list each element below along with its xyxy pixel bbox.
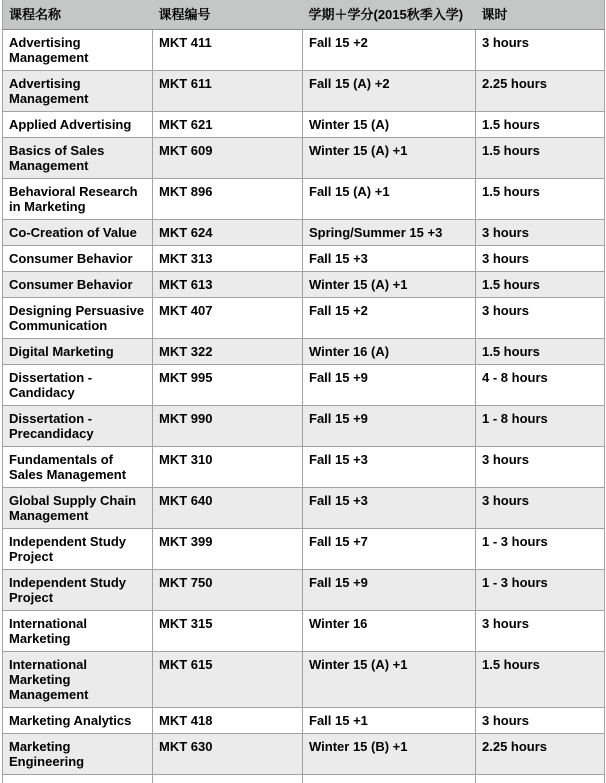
cell-hours: 1.5 hours [476, 652, 605, 708]
cell-term: Spring/Summer 15 +3 [303, 220, 476, 246]
cell-number: MKT 322 [153, 339, 303, 365]
cell-name [3, 775, 153, 783]
cell-term: Winter 15 (A) +1 [303, 272, 476, 298]
cell-term: Fall 15 +3 [303, 447, 476, 488]
cell-number: MKT 621 [153, 112, 303, 138]
partial-next-row-body [3, 775, 605, 783]
cell-name: Marketing Analytics [3, 708, 153, 734]
cell-hours: 1.5 hours [476, 339, 605, 365]
cell-term: Fall 15 (A) +1 [303, 179, 476, 220]
table-row [3, 179, 605, 220]
cell-hours: 3 hours [476, 488, 605, 529]
cell-term [303, 775, 476, 783]
cell-name: Designing Persuasive Communication [3, 298, 153, 339]
cell-number: MKT 611 [153, 71, 303, 112]
cell-term: Fall 15 +9 [303, 365, 476, 406]
column-header-hours: 课时 [476, 0, 605, 30]
cell-name: Basics of Sales Management [3, 138, 153, 179]
cell-hours: 1 - 8 hours [476, 406, 605, 447]
table-row [3, 708, 605, 734]
cell-number: MKT 609 [153, 138, 303, 179]
table-row [3, 220, 605, 246]
table-row [3, 611, 605, 652]
cell-term: Winter 15 (A) [303, 112, 476, 138]
table-row [3, 365, 605, 406]
cell-name: International Marketing Management [3, 652, 153, 708]
cell-number: MKT 624 [153, 220, 303, 246]
cell-name: Independent Study Project [3, 570, 153, 611]
cell-number: MKT 995 [153, 365, 303, 406]
cell-number: MKT 990 [153, 406, 303, 447]
cell-number: MKT 418 [153, 708, 303, 734]
cell-term: Fall 15 +2 [303, 298, 476, 339]
table-row [3, 30, 605, 71]
cell-number: MKT 315 [153, 611, 303, 652]
cell-term: Fall 15 +3 [303, 488, 476, 529]
cell-name: Marketing Engineering [3, 734, 153, 775]
column-header-term-credits: 学期＋学分(2015秋季入学) [303, 0, 476, 30]
cell-number: MKT 640 [153, 488, 303, 529]
table-row [3, 734, 605, 775]
cell-number: MKT 399 [153, 529, 303, 570]
table-row [3, 529, 605, 570]
cell-number: MKT 310 [153, 447, 303, 488]
cell-name: Consumer Behavior [3, 246, 153, 272]
course-table [2, 0, 605, 783]
table-row [3, 112, 605, 138]
cell-number: MKT 613 [153, 272, 303, 298]
cell-term: Winter 16 [303, 611, 476, 652]
column-header-course-name: 课程名称 [3, 0, 153, 30]
cell-number: MKT 411 [153, 30, 303, 71]
table-row [3, 272, 605, 298]
cell-number: MKT 750 [153, 570, 303, 611]
cell-name: Advertising Management [3, 71, 153, 112]
column-header-course-number: 课程编号 [153, 0, 303, 30]
cell-name: Independent Study Project [3, 529, 153, 570]
cell-term: Winter 15 (A) +1 [303, 138, 476, 179]
cell-hours: 1 - 3 hours [476, 529, 605, 570]
cell-hours [476, 775, 605, 783]
cell-hours: 1.5 hours [476, 272, 605, 298]
cell-hours: 1.5 hours [476, 112, 605, 138]
cell-name: Dissertation - Precandidacy [3, 406, 153, 447]
cell-name: Advertising Management [3, 30, 153, 71]
cell-term: Winter 15 (B) +1 [303, 734, 476, 775]
partial-next-row [3, 775, 605, 783]
cell-term: Fall 15 +7 [303, 529, 476, 570]
cell-term: Winter 15 (A) +1 [303, 652, 476, 708]
cell-term: Fall 15 +1 [303, 708, 476, 734]
table-row [3, 406, 605, 447]
table-row [3, 570, 605, 611]
cell-hours: 3 hours [476, 30, 605, 71]
table-row [3, 488, 605, 529]
cell-term: Fall 15 +2 [303, 30, 476, 71]
cell-hours: 1.5 hours [476, 138, 605, 179]
cell-name: Digital Marketing [3, 339, 153, 365]
table-row [3, 246, 605, 272]
table-body [3, 30, 605, 775]
cell-name: Co-Creation of Value [3, 220, 153, 246]
cell-name: Behavioral Research in Marketing [3, 179, 153, 220]
table-row [3, 652, 605, 708]
cell-hours: 3 hours [476, 708, 605, 734]
cell-number: MKT 313 [153, 246, 303, 272]
cell-term: Fall 15 +9 [303, 406, 476, 447]
table-row [3, 447, 605, 488]
cell-hours: 3 hours [476, 246, 605, 272]
cell-name: International Marketing [3, 611, 153, 652]
cell-hours: 4 - 8 hours [476, 365, 605, 406]
table-row [3, 339, 605, 365]
cell-name: Consumer Behavior [3, 272, 153, 298]
table-row [3, 71, 605, 112]
cell-number: MKT 615 [153, 652, 303, 708]
cell-hours: 3 hours [476, 611, 605, 652]
cell-number: MKT 630 [153, 734, 303, 775]
cell-name: Global Supply Chain Management [3, 488, 153, 529]
cell-term: Winter 16 (A) [303, 339, 476, 365]
cell-number: MKT 407 [153, 298, 303, 339]
cell-name: Applied Advertising [3, 112, 153, 138]
cell-term: Fall 15 (A) +2 [303, 71, 476, 112]
cell-name: Fundamentals of Sales Management [3, 447, 153, 488]
cell-hours: 3 hours [476, 220, 605, 246]
cell-number: MKT 896 [153, 179, 303, 220]
cell-hours: 2.25 hours [476, 734, 605, 775]
cell-hours: 3 hours [476, 298, 605, 339]
cell-hours: 1 - 3 hours [476, 570, 605, 611]
cell-name: Dissertation - Candidacy [3, 365, 153, 406]
cell-hours: 1.5 hours [476, 179, 605, 220]
cell-hours: 3 hours [476, 447, 605, 488]
table-row [3, 298, 605, 339]
cell-term: Fall 15 +9 [303, 570, 476, 611]
cell-number [153, 775, 303, 783]
cell-term: Fall 15 +3 [303, 246, 476, 272]
header-row [3, 0, 605, 30]
cell-hours: 2.25 hours [476, 71, 605, 112]
table-row [3, 138, 605, 179]
